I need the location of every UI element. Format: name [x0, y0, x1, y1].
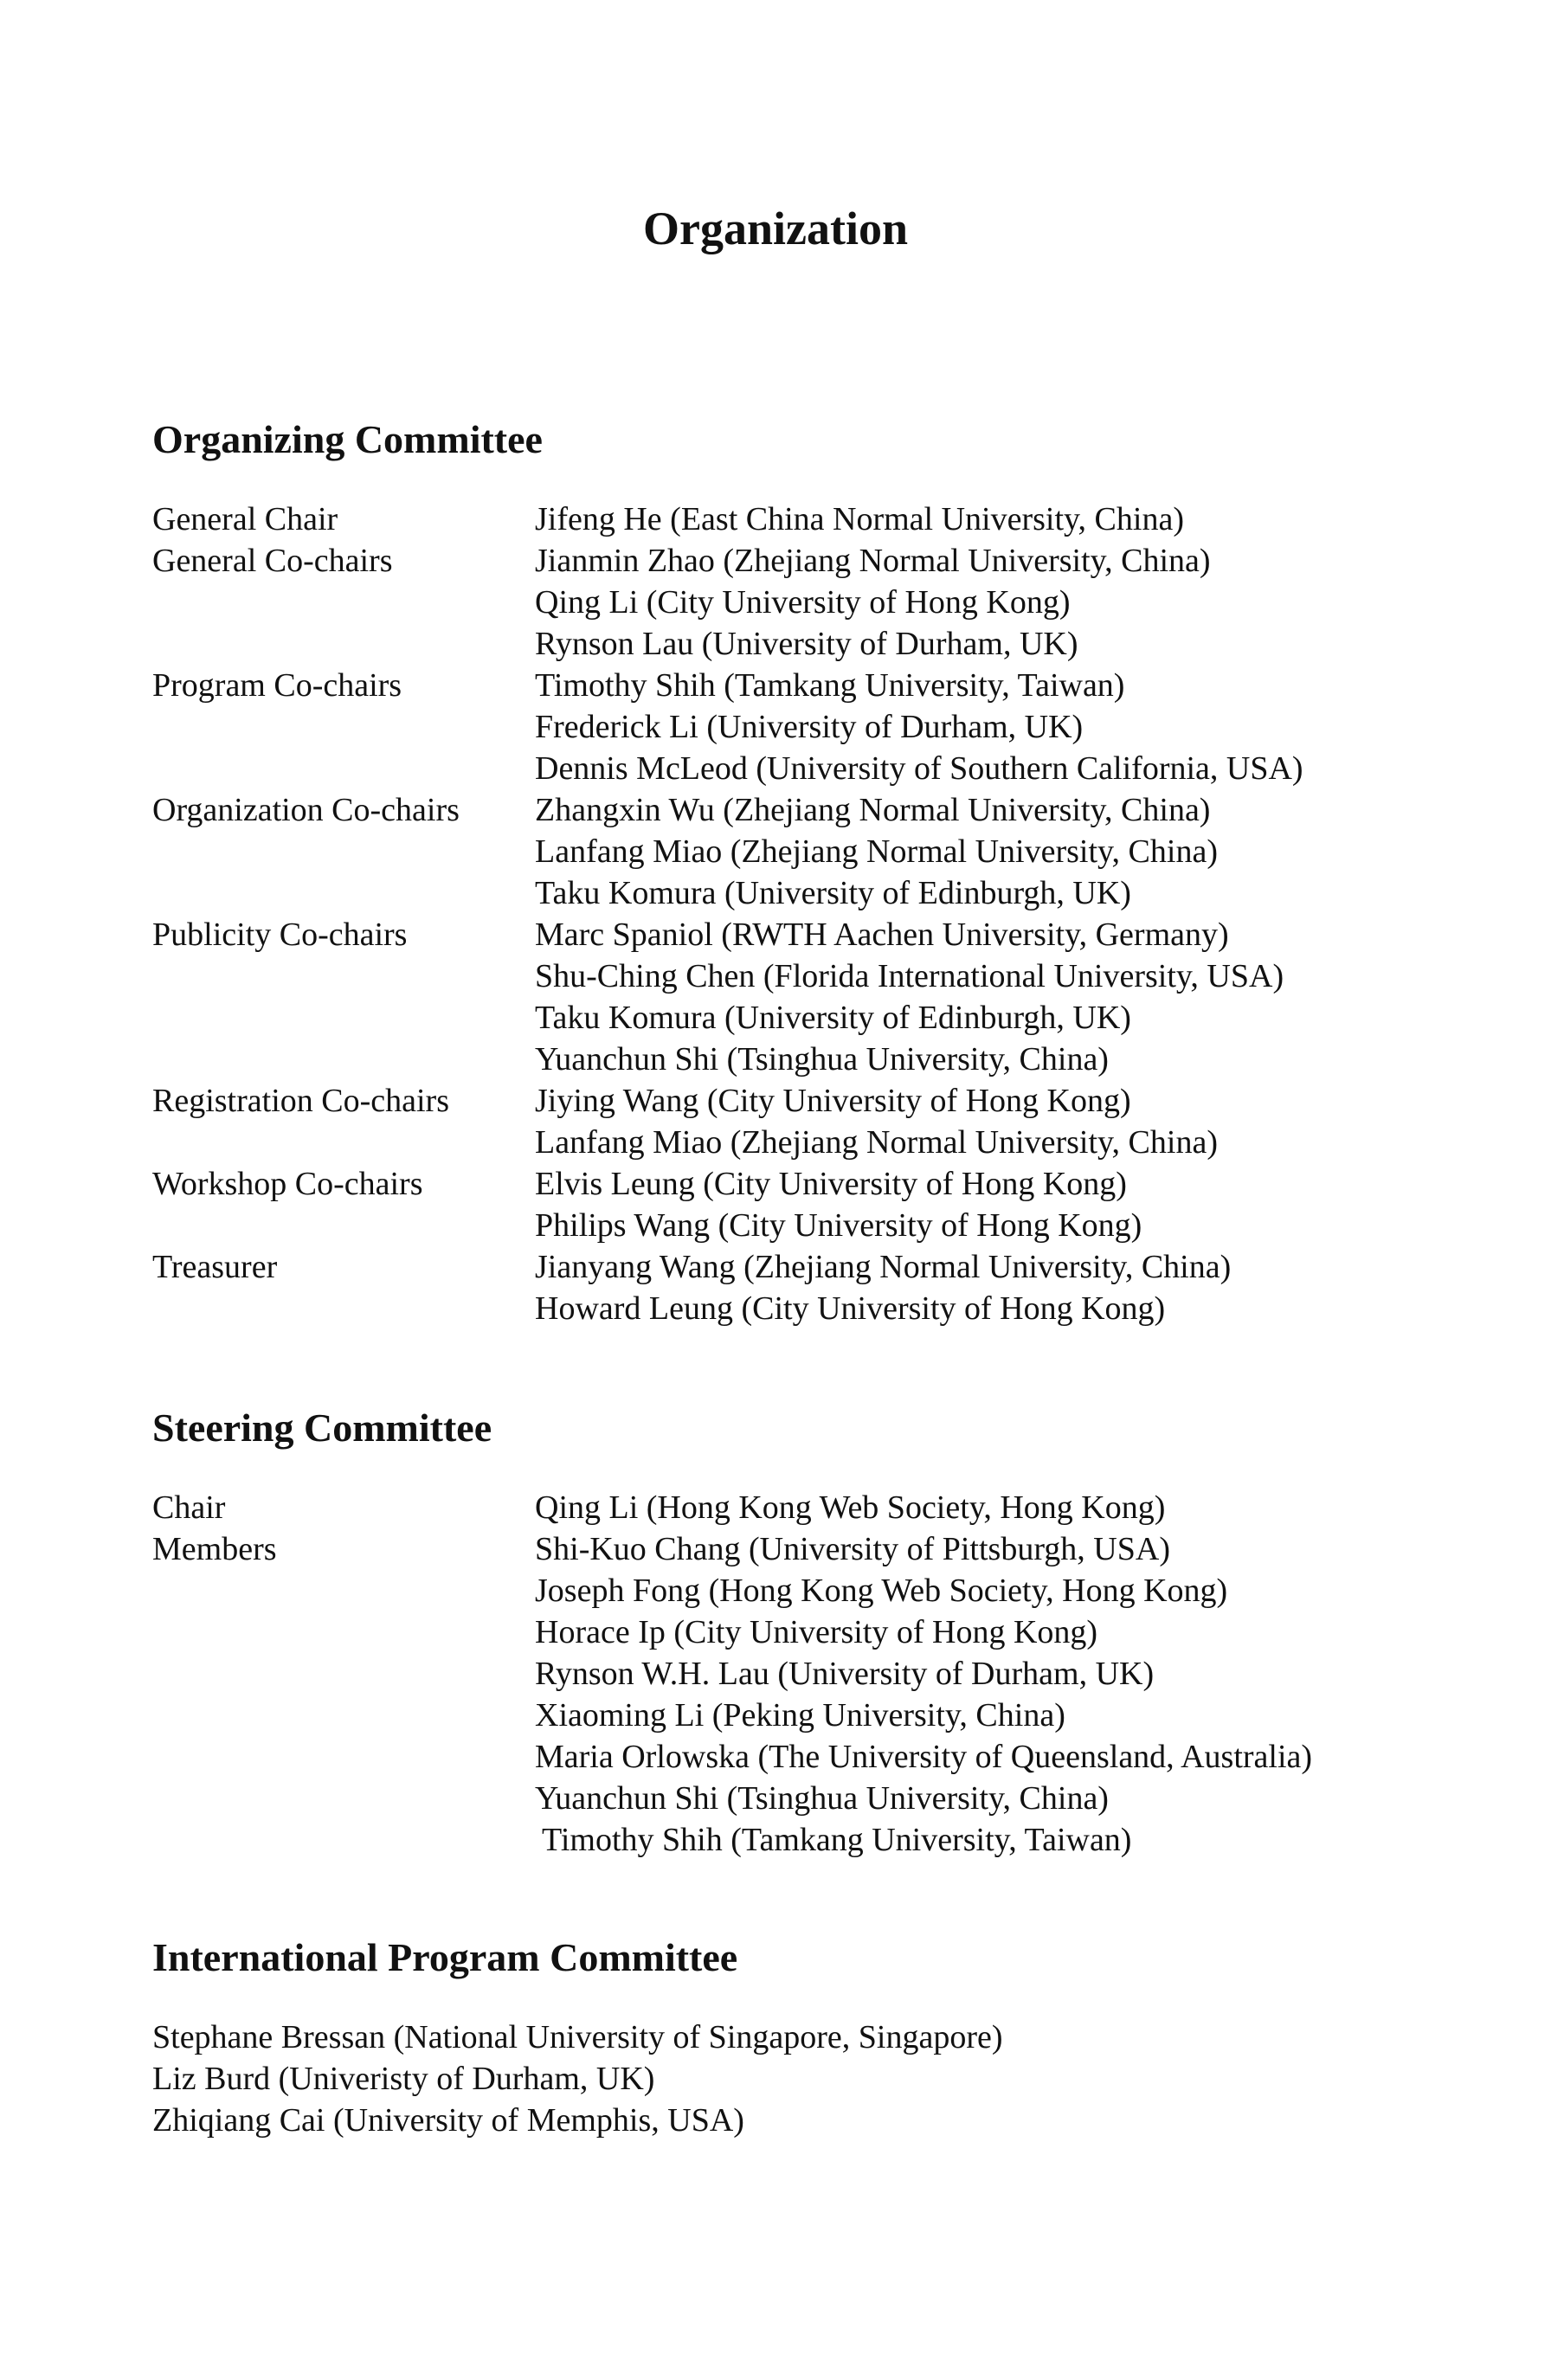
role-label: Publicity Co-chairs	[152, 917, 408, 953]
role-label: Treasurer	[152, 1249, 278, 1285]
member-entry: Jiying Wang (City University of Hong Kong)	[535, 1083, 1131, 1119]
member-entry: Philips Wang (City University of Hong Kong)	[535, 1207, 1142, 1244]
organizing-committee-section	[152, 415, 1451, 1329]
role-group	[152, 1528, 1451, 1861]
member-entry: Horace Ip (City University of Hong Kong)	[535, 1614, 1098, 1650]
role-label: Registration Co-chairs	[152, 1083, 449, 1119]
member-entry: Jifeng He (East China Normal University, China)	[535, 501, 1184, 537]
member-entry: Maria Orlowska (The University of Queensland, Australia)	[535, 1739, 1313, 1775]
role-label: General Chair	[152, 501, 338, 537]
member-entry: Marc Spaniol (RWTH Aachen University, Germany)	[535, 917, 1229, 953]
steering-committee-heading: Steering Committee	[152, 1405, 492, 1450]
member-entry: Lanfang Miao (Zhejiang Normal University, China)	[535, 1124, 1218, 1161]
member-entry: Dennis McLeod (University of Southern California, USA)	[535, 750, 1303, 787]
role-label: Program Co-chairs	[152, 667, 402, 704]
role-members	[535, 540, 1451, 665]
member-entry: Taku Komura (University of Edinburgh, UK)	[535, 875, 1131, 911]
role-label: Members	[152, 1531, 277, 1567]
role-group	[152, 1487, 1451, 1528]
member-entry: Stephane Bressan (National University of Singapore, Singapore)	[152, 2019, 1003, 2055]
role-label: Workshop Co-chairs	[152, 1166, 423, 1202]
role-group	[152, 1246, 1451, 1329]
member-entry: Frederick Li (University of Durham, UK)	[535, 709, 1084, 745]
member-entry: Taku Komura (University of Edinburgh, UK)	[535, 1000, 1131, 1036]
member-entry: Rynson Lau (University of Durham, UK)	[535, 626, 1078, 662]
role-label: General Co-chairs	[152, 543, 393, 579]
member-entry: Zhiqiang Cai (University of Memphis, USA)	[152, 2102, 744, 2139]
member-entry: Yuanchun Shi (Tsinghua University, China)	[535, 1780, 1109, 1817]
role-members	[535, 1080, 1451, 1163]
role-members	[535, 1528, 1451, 1861]
role-group	[152, 540, 1451, 665]
member-entry: Yuanchun Shi (Tsinghua University, China)	[535, 1041, 1109, 1077]
page-title: Organization	[643, 203, 908, 254]
member-entry: Qing Li (City University of Hong Kong)	[535, 584, 1071, 621]
member-entry: Qing Li (Hong Kong Web Society, Hong Kong)	[535, 1489, 1166, 1526]
member-entry: Liz Burd (Univeristy of Durham, UK)	[152, 2061, 655, 2097]
role-group	[152, 499, 1451, 540]
role-group	[152, 1163, 1451, 1246]
member-entry: Xiaoming Li (Peking University, China)	[535, 1697, 1065, 1734]
member-entry: Joseph Fong (Hong Kong Web Society, Hong Kong)	[535, 1573, 1228, 1609]
role-members	[535, 789, 1451, 914]
international-program-committee-section	[152, 1933, 1451, 2141]
role-group	[152, 665, 1451, 789]
member-entry: Shi-Kuo Chang (University of Pittsburgh, USA)	[535, 1531, 1170, 1567]
role-members	[535, 1163, 1451, 1246]
member-entry: Jianmin Zhao (Zhejiang Normal University, China)	[535, 543, 1211, 579]
organizing-committee-roles	[152, 499, 1451, 1329]
member-entry: Timothy Shih (Tamkang University, Taiwan)	[535, 667, 1125, 704]
role-group	[152, 1080, 1451, 1163]
member-entry: Jianyang Wang (Zhejiang Normal University, China)	[535, 1249, 1232, 1285]
role-group	[152, 789, 1451, 914]
member-entry: Elvis Leung (City University of Hong Kong)	[535, 1166, 1127, 1202]
role-group	[152, 914, 1451, 1080]
member-entry: Lanfang Miao (Zhejiang Normal University, China)	[535, 833, 1218, 870]
role-label: Organization Co-chairs	[152, 792, 460, 828]
role-members	[535, 914, 1451, 1080]
role-members	[535, 499, 1451, 540]
steering-committee-section	[152, 1404, 1451, 1861]
role-members	[535, 1246, 1451, 1329]
member-entry: Shu-Ching Chen (Florida International University, USA)	[535, 958, 1284, 994]
member-entry: Howard Leung (City University of Hong Kong)	[535, 1290, 1166, 1327]
member-entry: Rynson W.H. Lau (University of Durham, UK)	[535, 1656, 1155, 1692]
role-members	[535, 665, 1451, 789]
member-entry: Timothy Shih (Tamkang University, Taiwan)	[542, 1822, 1132, 1858]
member-entry: Zhangxin Wu (Zhejiang Normal University, China)	[535, 792, 1211, 828]
steering-committee-roles	[152, 1487, 1451, 1861]
international-program-committee-heading: International Program Committee	[152, 1935, 738, 1979]
role-label: Chair	[152, 1489, 226, 1526]
role-members	[535, 1487, 1451, 1528]
international-program-committee-list	[152, 2017, 1451, 2141]
organizing-committee-heading: Organizing Committee	[152, 417, 543, 461]
